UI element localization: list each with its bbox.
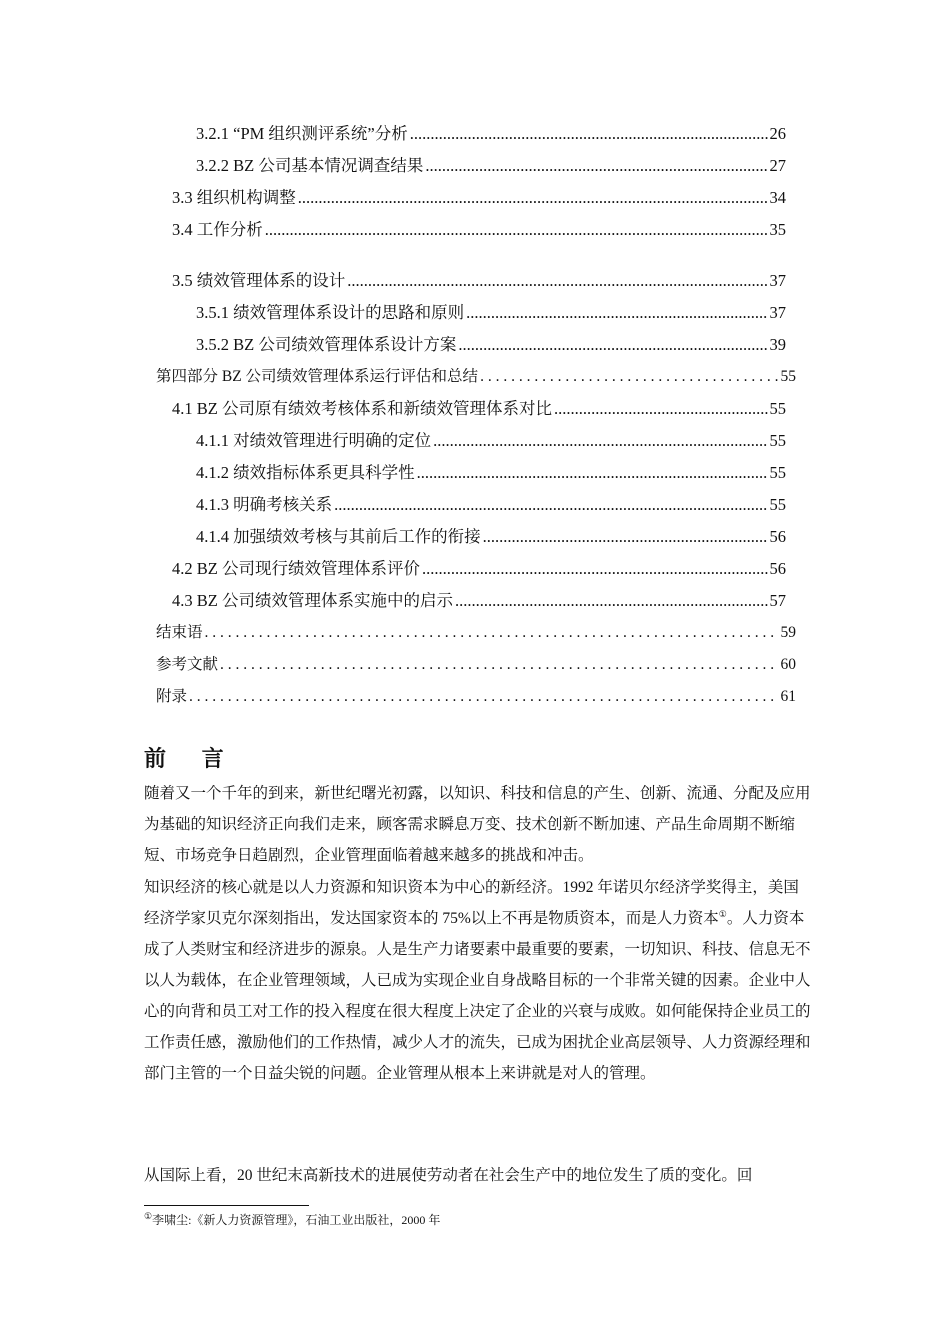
toc-entry-page: 35 (769, 220, 786, 239)
toc-entry-title: 3.3 组织机构调整 (172, 188, 296, 207)
footnote (144, 1211, 440, 1229)
footnote-reference[interactable]: ① (718, 908, 727, 919)
toc-entry-title: 3.5 绩效管理体系的设计 (172, 271, 346, 290)
toc-entry[interactable] (196, 429, 786, 453)
toc-entry-page: 55 (780, 368, 796, 385)
toc-entry-title: 4.1.2 绩效指标体系更具科学性 (196, 463, 415, 482)
toc-entry[interactable] (196, 154, 786, 178)
toc-leader (334, 493, 767, 517)
toc-entry[interactable] (172, 557, 786, 581)
toc-leader (347, 269, 767, 293)
toc-entry[interactable] (196, 333, 786, 357)
toc-entry-page: 34 (769, 188, 786, 207)
toc-entry-page: 27 (769, 156, 786, 175)
toc-entry-page: 60 (780, 656, 796, 673)
preface-heading: 前 言 (144, 747, 238, 772)
toc-leader (433, 429, 767, 453)
toc-entry[interactable] (172, 589, 786, 613)
toc-entry[interactable] (196, 122, 786, 146)
paragraph-text: 知识经济的核心就是以人力资源和知识资本为中心的新经济。1992 年诺贝尔经济学奖得主，美国经济学家贝克尔深刻指出，发达国家资本的 75%以上不再是物质资本，而是人力资本 (144, 879, 799, 927)
toc-entry-title: 附录 (156, 688, 188, 705)
toc-entry-title: 3.2.1 “PM 组织测评系统”分析 (196, 124, 408, 143)
footnote-mark: ① (144, 1211, 153, 1221)
toc-entry-page: 26 (769, 124, 786, 143)
toc-entry[interactable] (172, 218, 786, 242)
toc-entry-page: 37 (769, 271, 786, 290)
toc-leader (417, 461, 768, 485)
toc-entry-page: 39 (769, 335, 786, 354)
toc-entry-title: 第四部分 BZ 公司绩效管理体系运行评估和总结 (156, 368, 479, 385)
toc-entry-title: 4.1.4 加强绩效考核与其前后工作的衔接 (196, 527, 481, 546)
preface-paragraph-1: 随着又一个千年的到来，新世纪曙光初露，以知识、科技和信息的产生、创新、流通、分配及应用为基础的知识经济正向我们走来，顾客需求瞬息万变、技术创新不断加速、产品生命周期不断缩短、市场竞争日趋剧烈，企业管理面临着越来越多的挑战和冲击。 (144, 785, 811, 864)
toc-entry[interactable] (156, 685, 796, 709)
toc-entry-title: 结束语 (156, 624, 203, 641)
toc-entry-title: 3.2.2 BZ 公司基本情况调查结果 (196, 156, 424, 175)
toc-entry[interactable] (172, 186, 786, 210)
toc-entry[interactable] (172, 269, 786, 293)
toc-leader (220, 653, 778, 677)
toc-entry-title: 3.5.2 BZ 公司绩效管理体系设计方案 (196, 335, 457, 354)
toc-entry-page: 57 (769, 591, 786, 610)
toc-leader (189, 685, 778, 709)
toc-entry-page: 55 (769, 463, 786, 482)
toc-leader (265, 218, 768, 242)
toc-leader (458, 333, 767, 357)
toc-entry-title: 4.1 BZ 公司原有绩效考核体系和新绩效管理体系对比 (172, 399, 552, 418)
footnote-divider (144, 1205, 309, 1206)
toc-leader (466, 301, 767, 325)
toc-entry-page: 55 (769, 431, 786, 450)
toc-leader (425, 154, 767, 178)
toc-entry[interactable] (196, 301, 786, 325)
toc-entry-title: 3.4 工作分析 (172, 220, 263, 239)
toc-entry[interactable] (172, 397, 786, 421)
toc-leader (410, 122, 768, 146)
toc-entry-page: 56 (769, 559, 786, 578)
toc-entry-title: 3.5.1 绩效管理体系设计的思路和原则 (196, 303, 465, 322)
toc-entry-page: 56 (769, 527, 786, 546)
preface-paragraph-2 (144, 872, 814, 1089)
toc-entry-title: 4.2 BZ 公司现行绩效管理体系评价 (172, 559, 420, 578)
toc-entry[interactable] (196, 493, 786, 517)
toc-entry-page: 55 (769, 495, 786, 514)
toc-leader (205, 621, 779, 645)
toc-leader (483, 525, 768, 549)
footnote-text: 李啸尘:《新人力资源管理》，石油工业出版社，2000 年 (152, 1213, 441, 1227)
toc-leader (480, 365, 778, 389)
toc-entry-page: 37 (769, 303, 786, 322)
toc-entry[interactable] (156, 653, 796, 677)
toc-leader (422, 557, 768, 581)
toc-entry-title: 4.3 BZ 公司绩效管理体系实施中的启示 (172, 591, 453, 610)
toc-entry[interactable] (156, 621, 796, 645)
toc-entry[interactable] (156, 365, 796, 389)
preface-paragraph-3: 从国际上看，20 世纪末高新技术的进展使劳动者在社会生产中的地位发生了质的变化。回 (144, 1167, 753, 1184)
toc-entry-page: 55 (769, 399, 786, 418)
toc-entry-page: 61 (780, 688, 796, 705)
toc-leader (554, 397, 768, 421)
toc-entry-page: 59 (780, 624, 796, 641)
toc-entry-title: 参考文献 (156, 656, 219, 673)
toc-leader (298, 186, 768, 210)
toc-entry[interactable] (196, 525, 786, 549)
paragraph-text: 。人力资本成了人类财宝和经济进步的源泉。人是生产力诸要素中最重要的要素，一切知识、科技、信息无不以人为载体，在企业管理领域，人已成为实现企业自身战略目标的一个非常关键的因素。企业中人心的向背和员工对工作的投入程度在很大程度上决定了企业的兴衰与成败。如何能保持企业员工的工作责任感，激励他们的工作热情，减少人才的流失，已成为困扰企业高层领导、人力资源经理和部门主管的一个日益尖锐的问题。企业管理从根本上来讲就是对人的管理。 (144, 910, 811, 1082)
toc-entry[interactable] (196, 461, 786, 485)
toc-leader (455, 589, 768, 613)
toc-entry-title: 4.1.1 对绩效管理进行明确的定位 (196, 431, 432, 450)
toc-entry-title: 4.1.3 明确考核关系 (196, 495, 333, 514)
